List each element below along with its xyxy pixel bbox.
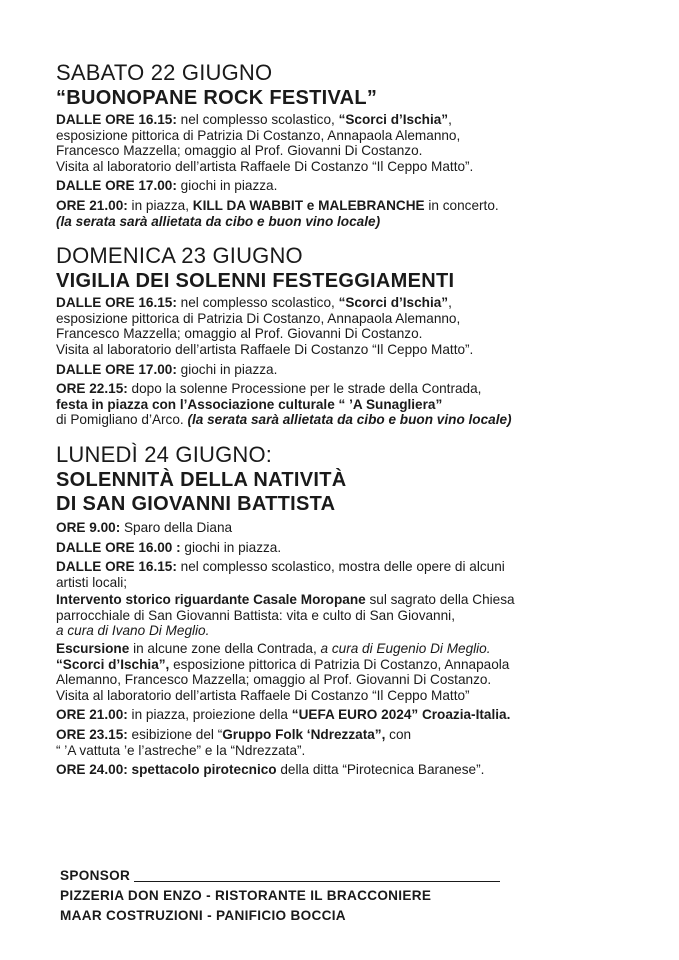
- event-title-lunedi-1: SOLENNITÀ DELLA NATIVITÀ: [56, 468, 347, 491]
- event-title-domenica: VIGILIA DEI SOLENNI FESTEGGIAMENTI: [56, 270, 455, 293]
- day-heading-sabato: SABATO 22 GIUGNO: [56, 60, 273, 85]
- day-heading-lunedi: LUNEDÌ 24 GIUGNO:: [56, 441, 273, 467]
- curator: a cura di Ivano Di Meglio.: [56, 623, 210, 639]
- text: dopo la solenne Processione per le strade della Contrada,: [127, 381, 482, 397]
- text: nel complesso scolastico, mostra delle opere di alcuni: [176, 559, 505, 575]
- paragraph-lunedi-2: [56, 540, 656, 556]
- time-label: DALLE ORE 17.00:: [56, 178, 177, 194]
- text: giochi in piazza.: [176, 178, 278, 194]
- exhibit-name: “Scorci d’Ischia”: [338, 295, 449, 311]
- text: esposizione pittorica di Patrizia Di Costanzo, Annapaola Alemanno,: [56, 310, 461, 326]
- sponsor-line-2: MAAR COSTRUZIONI - PANIFICIO BOCCIA: [60, 908, 346, 923]
- text: in concerto.: [424, 197, 499, 213]
- text: Francesco Mazzella; omaggio al Prof. Giovanni Di Costanzo.: [56, 326, 423, 342]
- fireworks-label: ORE 24.00: spettacolo pirotecnico: [56, 762, 277, 778]
- section-sabato: [56, 60, 656, 229]
- time-label: ORE 21.00:: [56, 707, 128, 723]
- time-label: ORE 23.15:: [56, 727, 128, 743]
- sponsor-line-1: PIZZERIA DON ENZO - RISTORANTE IL BRACCONIERE: [60, 888, 432, 903]
- sponsor-label: SPONSOR: [60, 868, 131, 883]
- folk-group: Gruppo Folk ‘Ndrezzata”,: [222, 727, 386, 743]
- day-heading-domenica: DOMENICA 23 GIUGNO: [56, 243, 303, 269]
- paragraph-lunedi-4: [56, 592, 656, 639]
- paragraph-lunedi-6: [56, 707, 656, 723]
- festa-line: festa in piazza con l’Associazione culturale “ ’A Sunagliera”: [56, 396, 443, 412]
- text: artisti locali;: [56, 574, 128, 590]
- text: parrocchiale di San Giovanni Battista: vita e culto di San Giovanni,: [56, 607, 455, 623]
- paragraph-sabato-2: [56, 178, 656, 194]
- time-label: DALLE ORE 16.15:: [56, 559, 177, 575]
- time-label: ORE 21.00:: [56, 197, 128, 213]
- sponsor-rule: [134, 881, 500, 882]
- text: Alemanno, Francesco Mazzella; omaggio al Prof. Giovanni Di Costanzo.: [56, 672, 492, 688]
- text: della ditta “Pirotecnica Baranese”.: [276, 762, 485, 778]
- escursione-label: Escursione: [56, 641, 130, 657]
- paragraph-lunedi-5: [56, 641, 656, 703]
- time-label: DALLE ORE 16.00 :: [56, 539, 181, 555]
- program-page: [56, 60, 656, 792]
- paragraph-lunedi-7: [56, 727, 656, 758]
- text: esposizione pittorica di Patrizia Di Costanzo, Annapaola: [169, 656, 510, 672]
- text: nel complesso scolastico,: [176, 112, 339, 127]
- match-title: “UEFA EURO 2024” Croazia-Italia.: [291, 707, 511, 723]
- text: ,: [448, 295, 452, 311]
- intervento-title: Intervento storico riguardante Casale Moropane: [56, 592, 366, 608]
- note: (la serata sarà allietata da cibo e buon vino locale): [187, 412, 512, 428]
- paragraph-sabato-1: [56, 112, 656, 174]
- time-label: DALLE ORE 16.15:: [56, 295, 177, 311]
- curator: a cura di Eugenio Di Meglio.: [320, 641, 491, 657]
- text: “ ’A vattuta ’e l’astreche” e la “Ndrezzata”.: [56, 742, 306, 758]
- note: (la serata sarà allietata da cibo e buon vino locale): [56, 213, 381, 229]
- text: sul sagrato della Chiesa: [365, 592, 515, 608]
- time-label: ORE 22.15:: [56, 381, 128, 397]
- text: esposizione pittorica di Patrizia Di Costanzo, Annapaola Alemanno,: [56, 127, 461, 143]
- text: di Pomigliano d’Arco.: [56, 412, 188, 428]
- section-lunedi: [56, 442, 656, 778]
- event-title-lunedi-2: DI SAN GIOVANNI BATTISTA: [56, 492, 336, 515]
- text: Visita al laboratorio dell’artista Raffaele Di Costanzo “Il Ceppo Matto”: [56, 687, 470, 703]
- text: Sparo della Diana: [120, 519, 233, 535]
- paragraph-lunedi-8: [56, 762, 656, 778]
- text: Visita al laboratorio dell’artista Raffaele Di Costanzo “Il Ceppo Matto”.: [56, 158, 474, 174]
- exhibit-name: “Scorci d’Ischia”,: [56, 656, 170, 672]
- text: con: [385, 727, 412, 743]
- event-title-sabato: “BUONOPANE ROCK FESTIVAL”: [56, 87, 378, 109]
- time-label: DALLE ORE 16.15:: [56, 112, 177, 127]
- band-names: KILL DA WABBIT e MALEBRANCHE: [192, 197, 425, 213]
- paragraph-sabato-3: [56, 198, 656, 229]
- text: giochi in piazza.: [180, 539, 282, 555]
- paragraph-domenica-3: [56, 381, 656, 428]
- exhibit-name: “Scorci d’Ischia”: [338, 112, 449, 127]
- paragraph-lunedi-3: [56, 559, 656, 590]
- text: in piazza, proiezione della: [127, 707, 292, 723]
- time-label: ORE 9.00:: [56, 519, 121, 535]
- text: Visita al laboratorio dell’artista Raffaele Di Costanzo “Il Ceppo Matto”.: [56, 341, 474, 357]
- text: in alcune zone della Contrada,: [129, 641, 321, 657]
- text: Francesco Mazzella; omaggio al Prof. Giovanni Di Costanzo.: [56, 143, 423, 159]
- sponsor-block: [60, 866, 500, 926]
- text: ,: [448, 112, 452, 127]
- time-label: DALLE ORE 17.00:: [56, 361, 177, 377]
- text: nel complesso scolastico,: [176, 295, 339, 311]
- section-domenica: [56, 243, 656, 428]
- text: in piazza,: [127, 197, 193, 213]
- text: esibizione del “: [127, 727, 223, 743]
- text: giochi in piazza.: [176, 361, 278, 377]
- paragraph-lunedi-1: [56, 520, 656, 536]
- sponsor-heading: [60, 866, 500, 886]
- paragraph-domenica-2: [56, 362, 656, 378]
- paragraph-domenica-1: [56, 295, 656, 357]
